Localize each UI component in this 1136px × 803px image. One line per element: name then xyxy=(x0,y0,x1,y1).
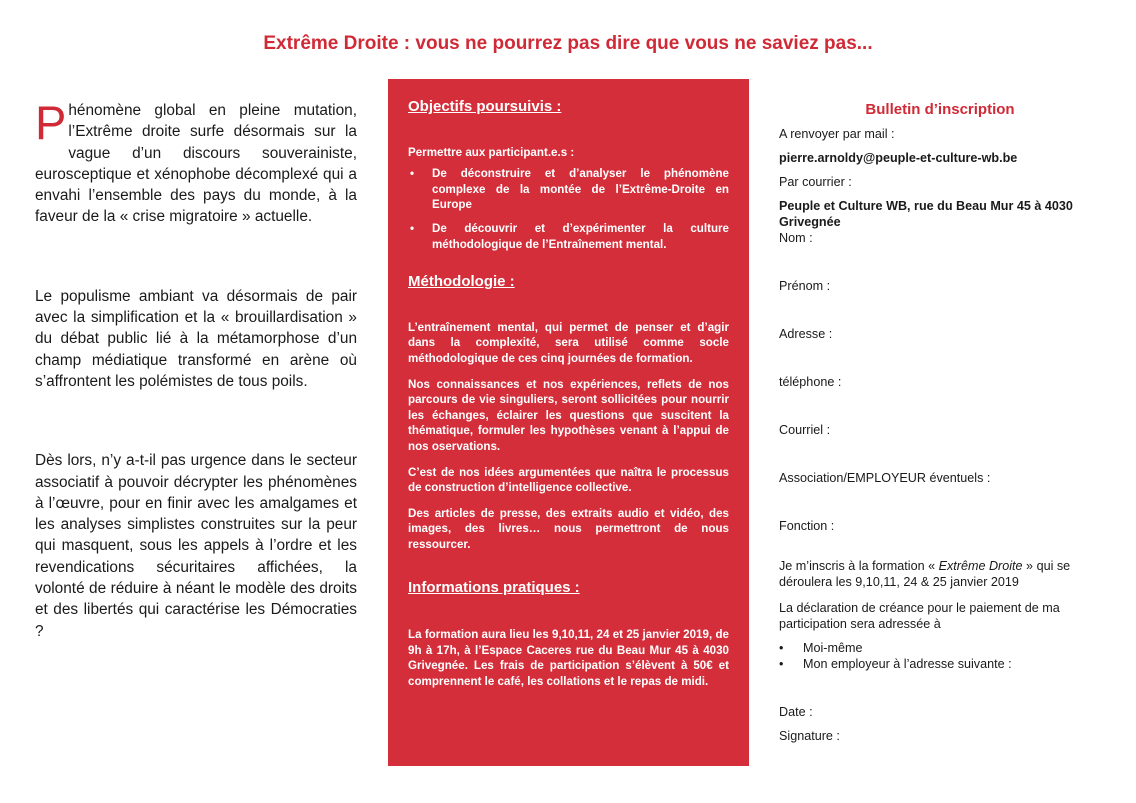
field-adresse[interactable]: Adresse : xyxy=(779,327,833,341)
intro-column xyxy=(35,96,357,642)
form-heading: Bulletin d’inscription xyxy=(865,101,1015,118)
signature-label[interactable]: Signature : xyxy=(779,729,840,743)
methodologie-paragraph: Des articles de presse, des extraits audio et vidéo, des images, des livres… nous permettront de nous ressourcer. xyxy=(408,506,729,551)
infos-text: La formation aura lieu les 9,10,11, 24 et 25 janvier 2019, de 9h à 17h, à l’Espace Caceres rue du Beau Mur 45 à 4030 Grivegnée. Les frais de participation s’élèvent à 50€ et comprennent le café, les collations et le repas de midi. xyxy=(408,628,729,688)
intro-paragraph-2: Le populisme ambiant va désormais de pair avec la simplification et la « brouillardisation » du débat public lié à la métamorphose d’un champ médiatique transformé en arène où s’affrontent les polémistes de tous poils. xyxy=(35,287,357,390)
field-nom[interactable]: Nom : xyxy=(779,231,813,245)
objectifs-intro: Permettre aux participant.e.s : xyxy=(408,145,575,159)
page-title: Extrême Droite : vous ne pourrez pas dire que vous ne saviez pas... xyxy=(263,33,873,54)
registration-form xyxy=(779,102,1101,744)
field-courriel[interactable]: Courriel : xyxy=(779,423,831,437)
option-employer[interactable]: • Mon employeur à l’adresse suivante : xyxy=(779,656,1101,672)
payment-options xyxy=(779,640,1101,672)
objectif-item: • De déconstruire et d’analyser le phénomène complexe de la montée de l’Extrême-Droite en Europe xyxy=(408,166,729,213)
inscription-suffix: » qui se déroulera les 9,10,11, 24 & 25 janvier 2019 xyxy=(779,559,1071,589)
declaration-text: La déclaration de créance pour le paiement de ma participation sera adressée à xyxy=(779,601,1060,631)
objectifs-list xyxy=(408,166,729,252)
field-fonction[interactable]: Fonction : xyxy=(779,519,835,533)
intro-paragraph-3: Dès lors, n’y a-t-il pas urgence dans le secteur associatif à pouvoir décrypter les phénomènes à l’œuvre, pour en finir avec les amalgames et les analyses simplistes construites sur la peur qui masquent, sous les appels à l’ordre et les revendications sécuritaires affichées, la volonté de réduire à néant le modèle des droits et des libertés qui caractérise les Démocraties ? xyxy=(35,452,357,640)
intro-paragraph-1-text: hénomène global en pleine mutation, l’Extrême droite surfe désormais sur la vague d’un discours souverainiste, eurosceptique et xénophobe décomplexé qui a envahi l’ensemble des pays du monde, à la faveur de la « crise migratoire » actuelle. xyxy=(35,102,357,226)
email-link[interactable]: pierre.arnoldy@peuple-et-culture-wb.be xyxy=(779,151,1018,165)
methodologie-paragraph: Nos connaissances et nos expériences, reflets de nos parcours de vie singuliers, seront sollicitées pour nourrir les échanges, éclairer les questions que suscitent la thématique, formuler les hypothèses venant à l’appui de nos oservations. xyxy=(408,377,729,453)
objectifs-heading: Objectifs poursuivis : xyxy=(408,98,562,115)
intro-paragraph-1 xyxy=(35,96,357,228)
methodologie-paragraph: L’entraînement mental, qui permet de penser et d’agir dans la complexité, sera utilisé comme socle méthodologique de ces cinq journées de formation. xyxy=(408,320,729,365)
courrier-label: Par courrier : xyxy=(779,175,852,189)
postal-address: Peuple et Culture WB, rue du Beau Mur 45 à 4030 Grivegnée xyxy=(779,199,1073,229)
methodologie-paragraph: C’est de nos idées argumentées que naîtra le processus de construction d’intelligence collective. xyxy=(408,465,729,495)
field-prenom[interactable]: Prénom : xyxy=(779,279,831,293)
field-telephone[interactable]: téléphone : xyxy=(779,375,842,389)
mail-label: A renvoyer par mail : xyxy=(779,127,895,141)
date-label[interactable]: Date : xyxy=(779,705,813,719)
objectif-item: • De découvrir et d’expérimenter la culture méthodologique de l’Entraînement mental. xyxy=(408,221,729,252)
inscription-title: Extrême Droite xyxy=(938,559,1023,573)
infos-heading: Informations pratiques : xyxy=(408,579,580,597)
inscription-statement xyxy=(779,558,1101,590)
drop-cap: P xyxy=(35,96,67,149)
inscription-prefix: Je m’inscris à la formation « xyxy=(779,559,939,573)
methodologie-heading: Méthodologie : xyxy=(408,273,515,291)
info-panel xyxy=(388,79,749,766)
option-self[interactable]: • Moi-même xyxy=(779,640,1101,656)
field-association[interactable]: Association/EMPLOYEUR éventuels : xyxy=(779,471,991,485)
